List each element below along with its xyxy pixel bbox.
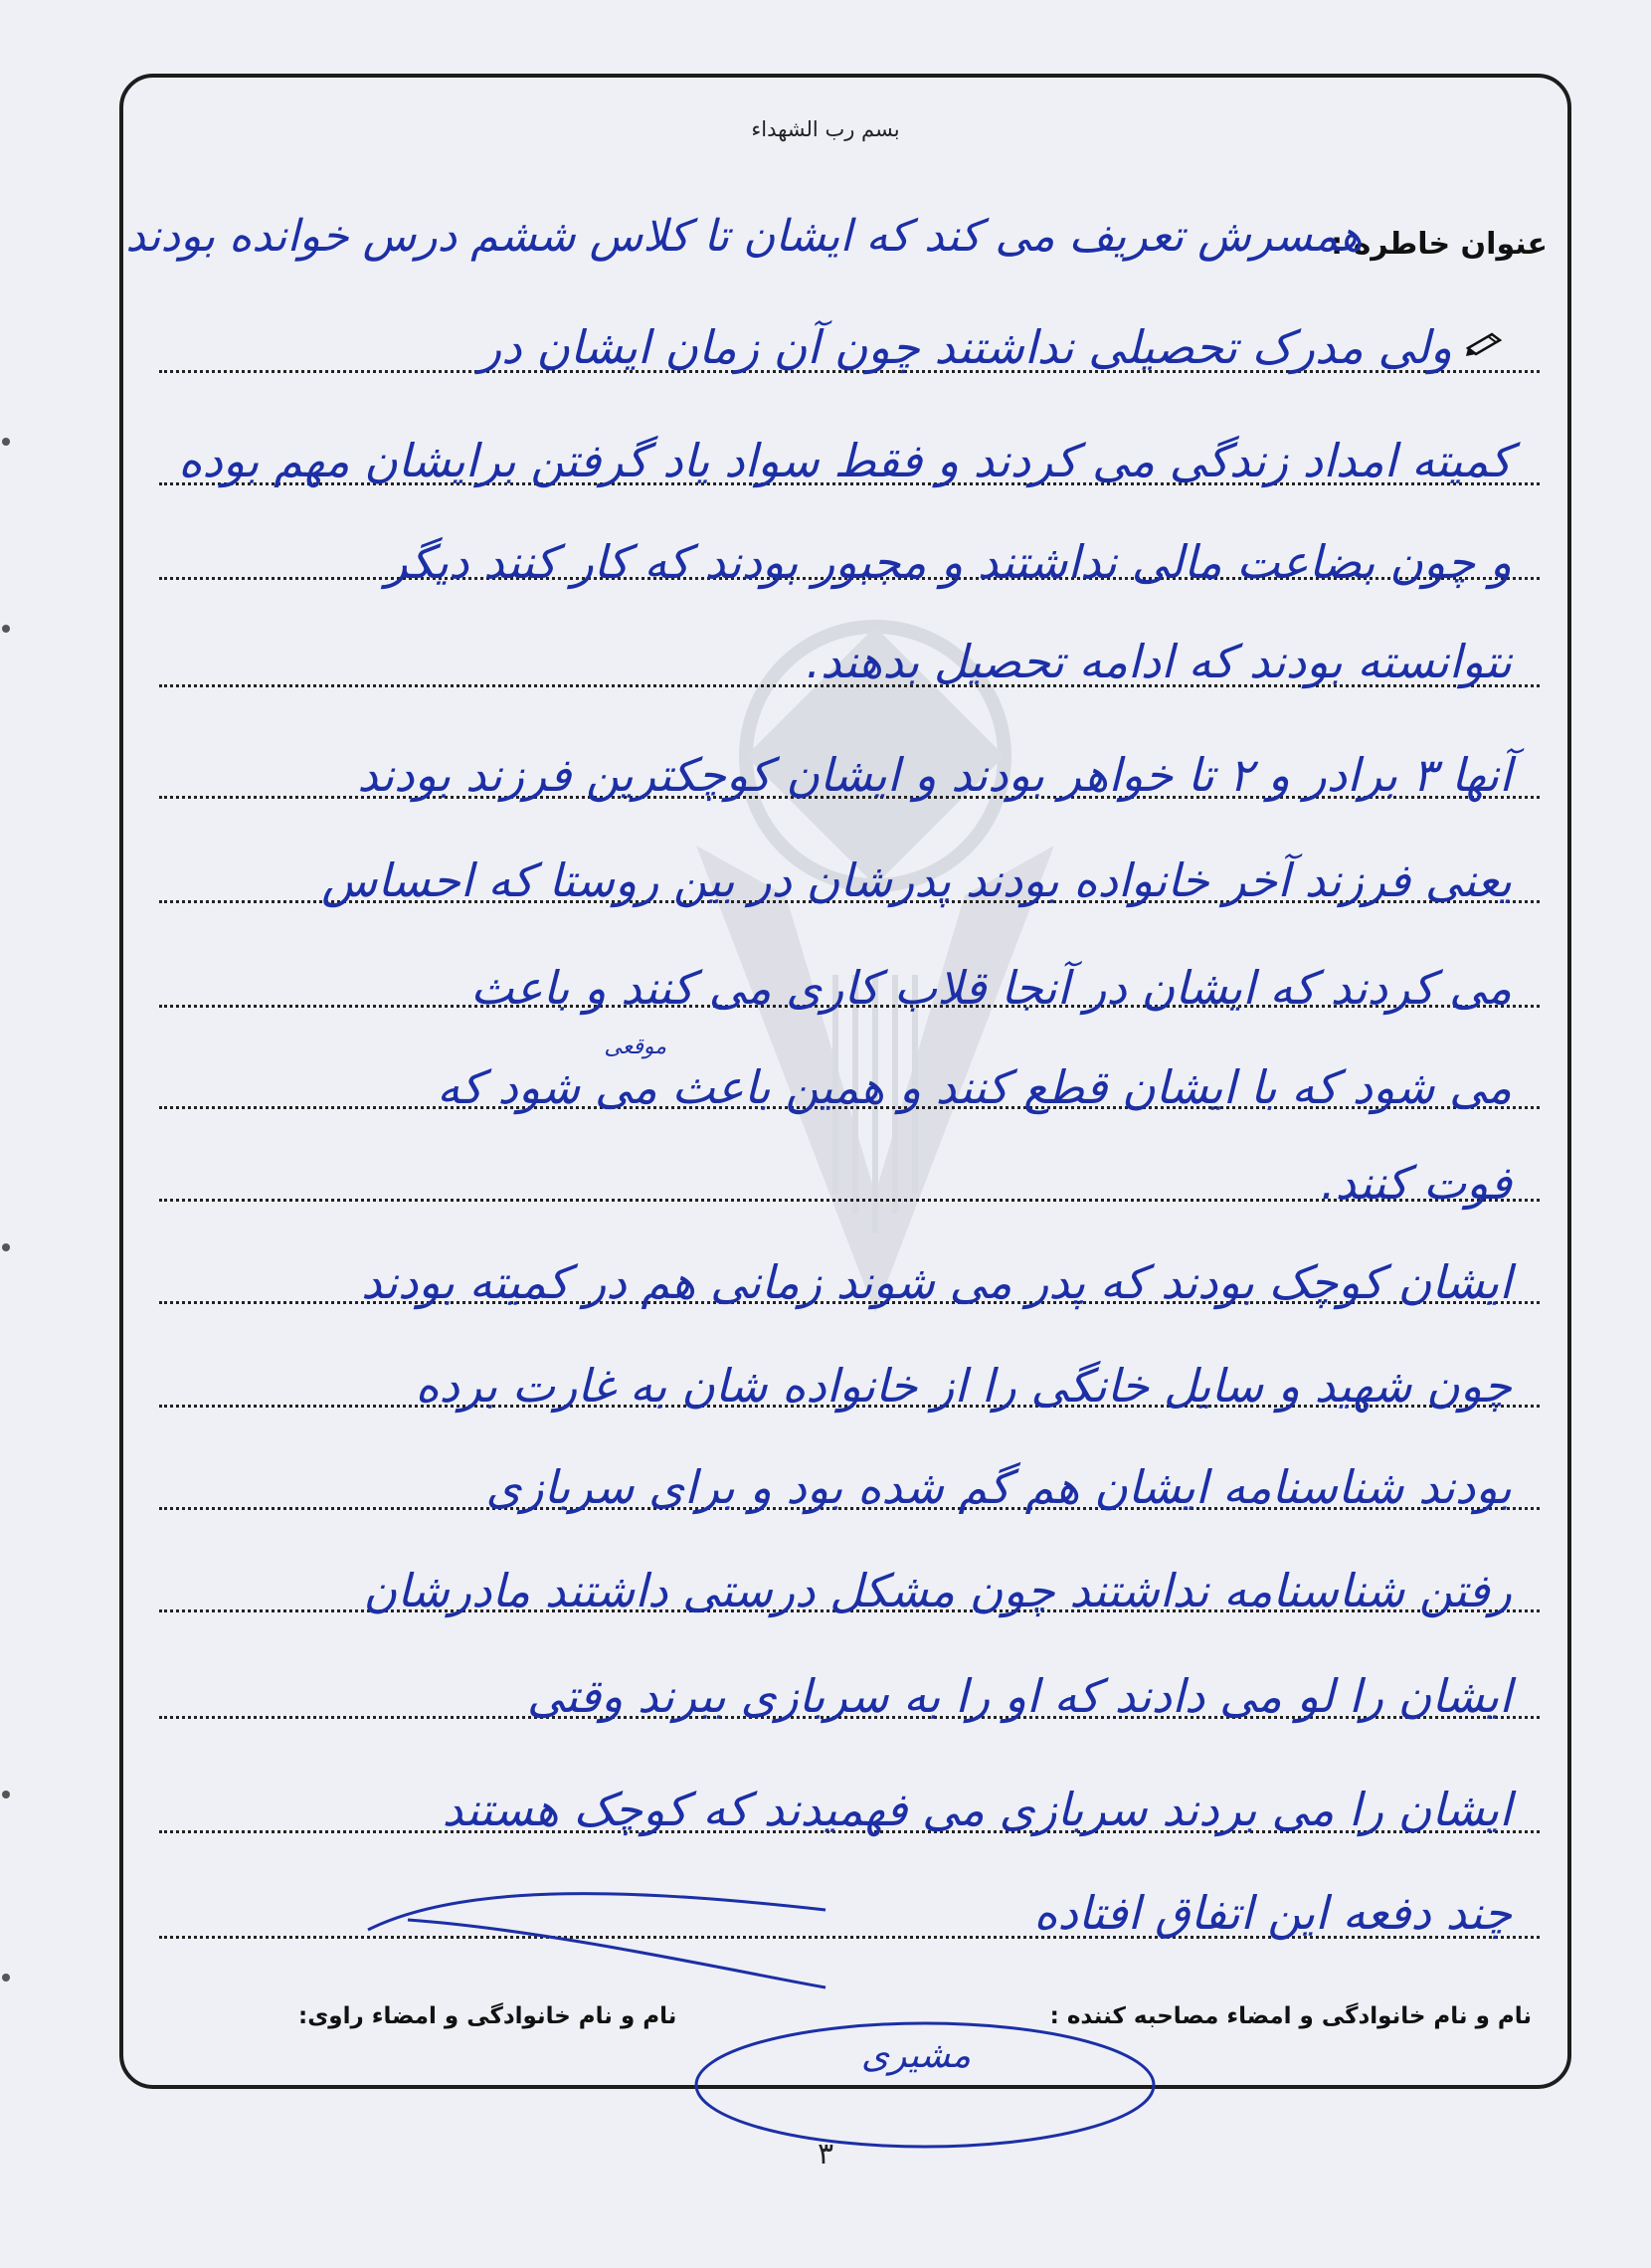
handwritten-line: کمیته امداد زندگی می کردند و فقط سواد یاد گرفتن برایشان مهم بوده (178, 434, 1512, 487)
handwritten-line: می کردند که ایشان در آنجا قلاب کاری می کنند و باعث (470, 961, 1512, 1015)
binder-hole (2, 1791, 10, 1798)
handwritten-line: بودند شناسنامه ایشان هم گم شده بود و برای سربازی (485, 1460, 1512, 1514)
binder-hole (2, 625, 10, 633)
pencil-icon (1466, 330, 1504, 356)
basmala-header: بسم رب الشهداء (751, 117, 900, 141)
page-number: ۳ (817, 2137, 834, 2172)
binder-hole (2, 438, 10, 446)
handwritten-line: ایشان را لو می دادند که او را به سربازی ببرند وقتی (526, 1669, 1512, 1723)
narrator-signature-label: نام و نام خانوادگی و امضاء راوی: (298, 2003, 677, 2029)
signature-oval (686, 2013, 1164, 2153)
handwritten-line: ولی مدرک تحصیلی نداشتند چون آن زمان ایشان در (478, 320, 1452, 374)
handwritten-line: ایشان کوچک بودند که پدر می شوند زمانی هم در کمیته بودند (361, 1255, 1512, 1309)
margin-note: موقعی (604, 1035, 666, 1059)
binder-hole (2, 1243, 10, 1251)
memory-title-label: عنوان خاطره : (1331, 227, 1548, 262)
handwritten-line: می شود که با ایشان قطع کنند و همین باعث می شود که (437, 1060, 1512, 1114)
interviewer-signature-label: نام و نام خانوادگی و امضاء مصاحبه کننده : (1049, 2003, 1532, 2029)
handwritten-line: چون شهید و سایل خانگی را از خانواده شان به غارت برده (415, 1359, 1512, 1413)
handwritten-line: رفتن شناسنامه نداشتند چون مشکل درستی داشتند مادرشان (363, 1564, 1512, 1617)
handwritten-line: فوت کنند. (1320, 1156, 1512, 1210)
handwritten-line: آنها ۳ برادر و ۲ تا خواهر بودند و ایشان کوچکترین فرزند بودند (357, 748, 1512, 802)
handwritten-line: چند دفعه این اتفاق افتاده (1033, 1886, 1512, 1940)
handwritten-line: نتوانسته بودند که ادامه تحصیل بدهند. (806, 635, 1512, 688)
handwritten-title: همسرش تعریف می کند که ایشان تا کلاس ششم درس خوانده بودند (125, 211, 1363, 262)
handwritten-line: ایشان را می بردند سربازی می فهمیدند که کوچک هستند (442, 1783, 1512, 1836)
handwritten-line: و چون بضاعت مالی نداشتند و مجبور بودند که کار کنند دیگر (385, 535, 1512, 589)
binder-hole (2, 1974, 10, 1982)
handwritten-line: یعنی فرزند آخر خانواده بودند پدرشان در بین روستا که احساس (321, 853, 1512, 907)
signature: مشیری (860, 2035, 972, 2076)
pen-scribble (348, 1870, 845, 1989)
